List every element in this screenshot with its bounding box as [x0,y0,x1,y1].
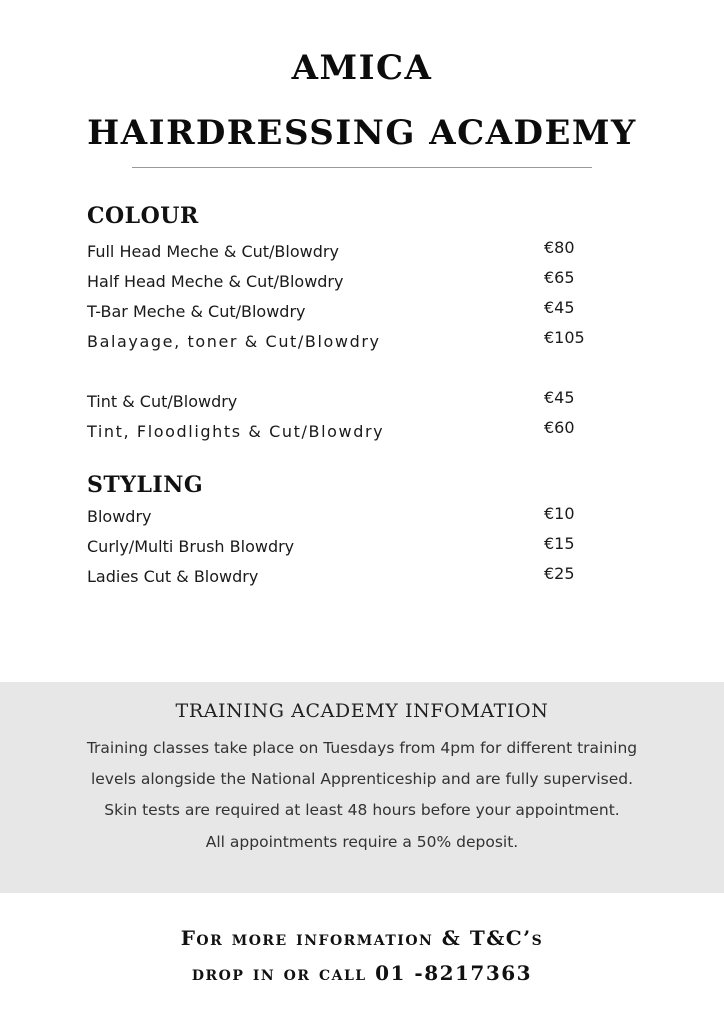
styling-item-price: €15 [544,534,575,553]
info-title: TRAINING ACADEMY INFOMATION [175,700,549,722]
colour-item-price: €80 [544,238,575,257]
colour-item-name: T-Bar Meche & Cut/Blowdry [87,302,306,321]
styling-item-price: €25 [544,564,575,583]
colour-item-price: €45 [544,298,575,317]
styling-item-name: Blowdry [87,507,152,526]
colour-item-name: Balayage, toner & Cut/Blowdry [87,332,381,351]
info-line: All appointments require a 50% deposit. [205,833,519,851]
colour-item-price: €45 [544,388,575,407]
colour-item-name: Half Head Meche & Cut/Blowdry [87,272,344,291]
footer-line-1: For more information & T&C’s [180,926,544,950]
styling-item-name: Curly/Multi Brush Blowdry [87,537,295,556]
colour-item-name: Full Head Meche & Cut/Blowdry [87,242,339,261]
colour-item-name: Tint & Cut/Blowdry [87,392,238,411]
footer-line-2: drop in or call 01 -8217363 [191,961,533,985]
page-title-line-1: AMICA [291,48,433,88]
colour-item-price: €105 [544,328,585,347]
info-line: levels alongside the National Apprenticeship and are fully supervised. [90,770,634,788]
info-line: Skin tests are required at least 48 hours before your appointment. [104,801,620,819]
title-divider [132,167,592,168]
colour-item-name: Tint, Floodlights & Cut/Blowdry [87,422,385,441]
styling-item-price: €10 [544,504,575,523]
colour-heading: COLOUR [87,203,199,229]
styling-item-name: Ladies Cut & Blowdry [87,567,259,586]
page-title-line-2: HAIRDRESSING ACADEMY [87,113,637,153]
colour-item-price: €60 [544,418,575,437]
info-line: Training classes take place on Tuesdays from 4pm for different training [86,739,638,757]
colour-item-price: €65 [544,268,575,287]
styling-heading: STYLING [87,472,204,498]
